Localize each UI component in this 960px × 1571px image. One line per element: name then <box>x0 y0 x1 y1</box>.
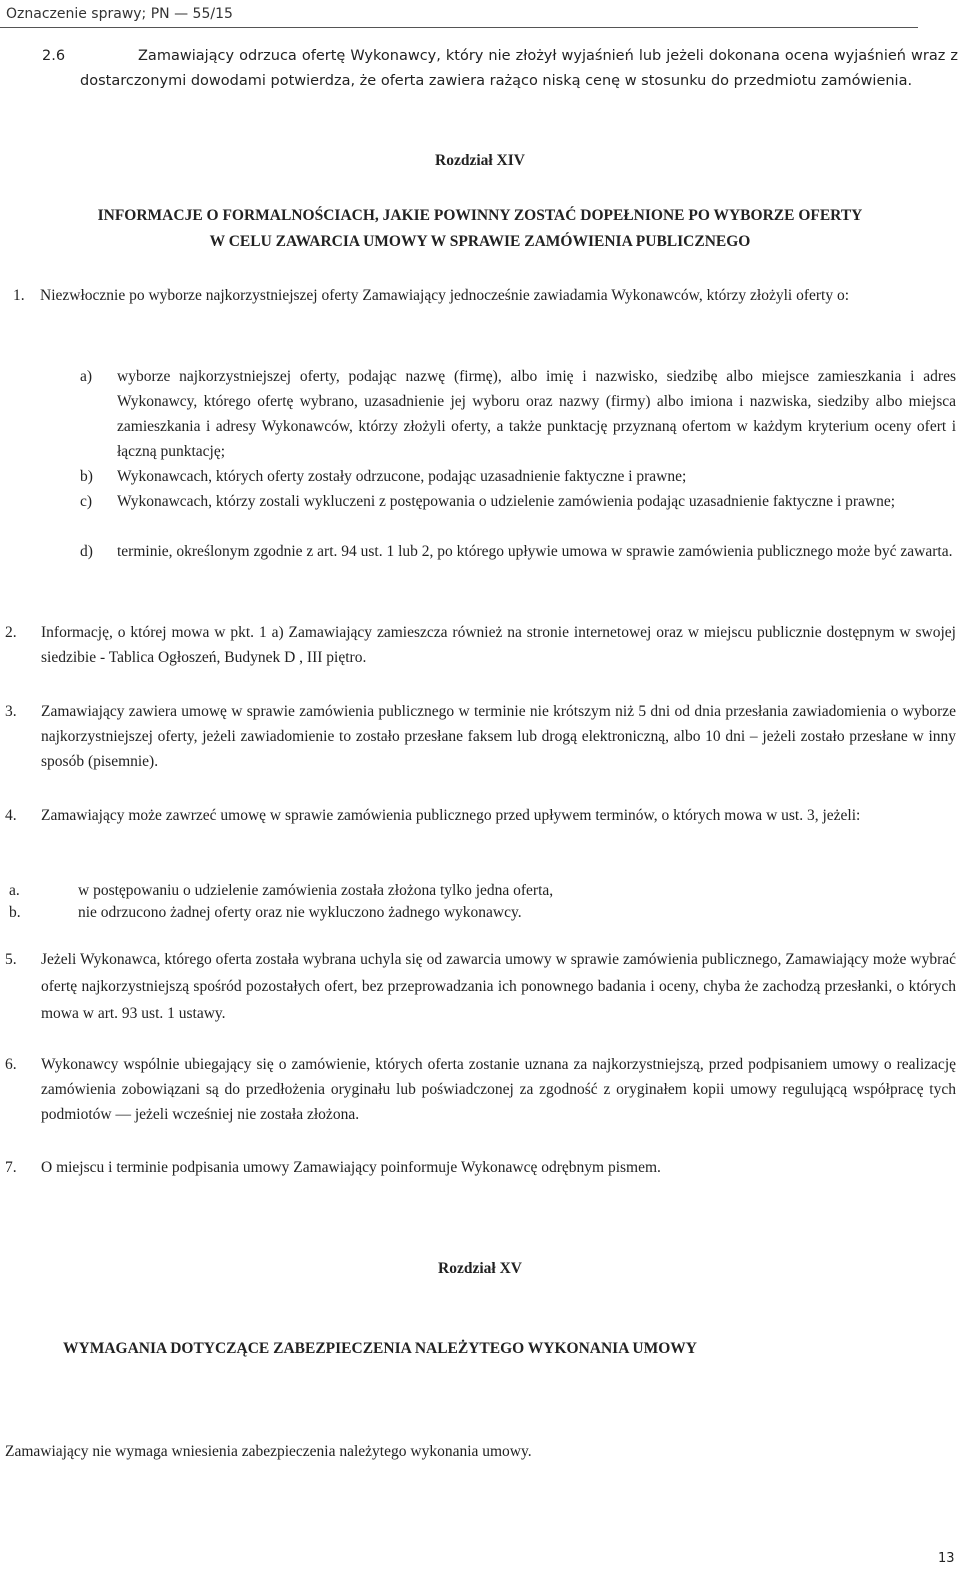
subitem-text: w postępowaniu o udzielenie zamówienia została złożona tylko jedna oferta, <box>78 882 554 899</box>
chapter-15-title: Rozdział XV <box>438 1260 522 1277</box>
item-5-text: Jeżeli Wykonawca, którego oferta została wybrana uchyla się od zawarcia umowy w sprawie zamówienia publicznego, Zamawiający może wybrać ofertę najkorzystniejszą spośród pozostałych ofert, bez przeprowadzania ich ponownego badania i oceny, chyba że zachodzą przesłanki, o których mowa w art. 93 ust. 1 ustawy. <box>41 951 956 1022</box>
chapter-14-subtitle-line2: W CELU ZAWARCIA UMOWY W SPRAWIE ZAMÓWIENIA PUBLICZNEGO <box>209 233 751 250</box>
chapter-14-subtitle-line1: INFORMACJE O FORMALNOŚCIACH, JAKIE POWINNY ZOSTAĆ DOPEŁNIONE PO WYBORZE OFERTY <box>97 207 863 224</box>
item-1-body: Niezwłocznie po wyborze najkorzystniejszej oferty Zamawiający jednocześnie zawiadamia Wykonawców, którzy złożyli oferty o: <box>40 287 850 304</box>
subitem-label: a) <box>80 368 93 385</box>
subitem-label: d) <box>80 543 93 560</box>
document-header: Oznaczenie sprawy; PN — 55/15 <box>6 6 233 22</box>
page-number: 13 <box>938 1551 955 1566</box>
subitem-label: c) <box>80 493 93 510</box>
item-1-subitem-c <box>80 489 956 514</box>
item-2 <box>5 620 956 670</box>
item-4-subitem-b <box>9 902 956 924</box>
item-2-text: Informację, o której mowa w pkt. 1 a) Zamawiający zamieszcza również na stronie internetowej oraz w miejscu publicznie dostępnym w swojej siedzibie - Tablica Ogłoszeń, Budynek D , III piętro. <box>41 624 956 666</box>
chapter-14-title: Rozdział XIV <box>435 152 525 169</box>
subitem-text: wyborze najkorzystniejszej oferty, podając nazwę (firmę), albo imię i nazwisko, siedzibę albo miejsce zamieszkania i adres Wykonawcy, którego ofertę wybrano, uzasadnienie jej wyboru oraz nazwy (firmy) albo imiona i nazwiska, siedziby albo miejsca zamieszkania i adresy Wykonawców, którzy złożyli oferty, a także punktację przyznaną ofertom w każdym kryterium oceny ofert i łączną punktację; <box>117 368 956 460</box>
subitem-label: b) <box>80 468 93 485</box>
paragraph-2-6-number: 2.6 <box>42 48 66 64</box>
item-1-number: 1. <box>13 287 25 304</box>
item-2-number: 2. <box>5 624 17 641</box>
item-5-number: 5. <box>5 951 17 968</box>
subitem-label: b. <box>9 904 21 921</box>
item-7-text: O miejscu i terminie podpisania umowy Zamawiający poinformuje Wykonawcę odrębnym pismem. <box>41 1159 661 1176</box>
item-4-number: 4. <box>5 807 17 824</box>
subitem-text: terminie, określonym zgodnie z art. 94 ust. 1 lub 2, po którego upływie umowa w sprawie zamówienia publicznego może być zawarta. <box>117 543 953 560</box>
item-7-number: 7. <box>5 1159 17 1176</box>
item-6 <box>5 1052 956 1127</box>
subitem-label: a. <box>9 882 20 899</box>
item-7 <box>5 1155 956 1180</box>
item-1-subitem-d <box>80 539 956 564</box>
chapter-15-subtitle: WYMAGANIA DOTYCZĄCE ZABEZPIECZENIA NALEŻYTEGO WYKONANIA UMOWY <box>63 1340 698 1357</box>
item-6-text: Wykonawcy wspólnie ubiegający się o zamówienie, których oferta zostanie uznana za najkorzystniejszą, przed podpisaniem umowy o realizację zamówienia zobowiązani są do przedłożenia oryginału lub poświadczonej za zgodność z oryginałem kopii umowy regulującą współpracę tych podmiotów — jeżeli wcześniej nie została złożona. <box>41 1056 956 1123</box>
item-6-number: 6. <box>5 1056 17 1073</box>
item-1 <box>13 283 958 308</box>
item-1-subitem-b <box>80 464 956 489</box>
item-3 <box>5 699 956 774</box>
item-4 <box>5 803 956 828</box>
item-3-text: Zamawiający zawiera umowę w sprawie zamówienia publicznego w terminie nie krótszym niż 5 dni od dnia przesłania zawiadomienia o wyborze najkorzystniejszej oferty, jeżeli zawiadomienie to zostało przesłane faksem lub drogą elektroniczną, albo 10 dni – jeżeli zostało przesłane w inny sposób (pisemnie). <box>41 703 956 770</box>
paragraph-2-6-text: Zamawiający odrzuca ofertę Wykonawcy, który nie złożył wyjaśnień lub jeżeli dokonana ocena wyjaśnień wraz z dostarczonymi dowodami potwierdza, że oferta zawiera rażąco niską cenę w stosunku do przedmiotu zamówienia. <box>80 48 958 89</box>
item-1-subitem-a <box>80 364 956 464</box>
chapter-15-body: Zamawiający nie wymaga wniesienia zabezpieczenia należytego wykonania umowy. <box>5 1443 532 1460</box>
item-3-number: 3. <box>5 703 17 720</box>
subitem-text: Wykonawcach, którzy zostali wykluczeni z postępowania o udzielenie zamówienia podając uzasadnienie faktyczne i prawne; <box>117 493 896 510</box>
item-1-text <box>13 283 958 308</box>
item-4-subitem-a <box>9 880 956 902</box>
header-rule <box>0 27 918 28</box>
item-4-text: Zamawiający może zawrzeć umowę w sprawie zamówienia publicznego przed upływem terminów, o których mowa w ust. 3, jeżeli: <box>41 807 861 824</box>
subitem-text: Wykonawcach, których oferty zostały odrzucone, podając uzasadnienie faktyczne i prawne; <box>117 468 687 485</box>
subitem-text: nie odrzucono żadnej oferty oraz nie wykluczono żadnego wykonawcy. <box>78 904 522 921</box>
paragraph-2-6 <box>34 44 958 94</box>
item-5 <box>5 946 956 1027</box>
